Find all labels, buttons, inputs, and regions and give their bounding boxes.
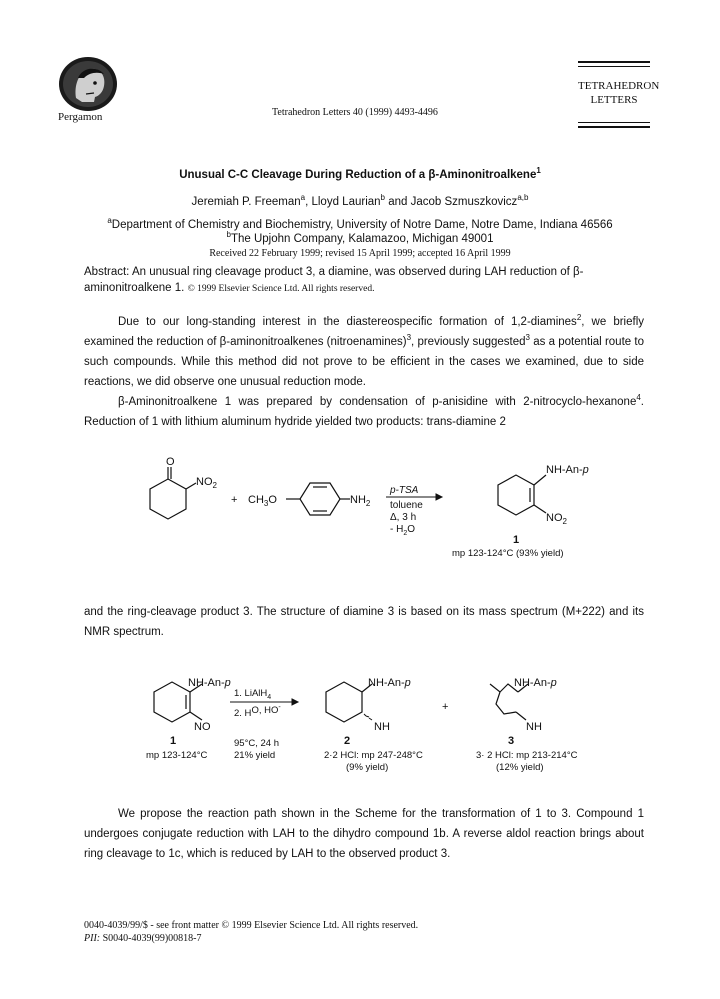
reaction-scheme-2 [84, 672, 644, 782]
melting-point: mp 123-124°C [146, 750, 208, 761]
substituent: NH-An-p [368, 677, 411, 689]
author-name: Jeremiah P. Freeman [191, 196, 301, 208]
plus-sign: + [442, 701, 449, 713]
header-rule-bottom-1 [578, 122, 650, 123]
nitro-group: NO [194, 721, 211, 733]
author-separator: and [385, 196, 411, 208]
ketone-oxygen: O [166, 456, 175, 468]
reference-mark: 2 [576, 313, 582, 323]
affiliation-text: Department of Chemistry and Biochemistry, University of Notre Dame, Notre Dame, Indiana 46566 [111, 219, 613, 231]
affil-mark: b [226, 230, 231, 240]
abstract-text: An unusual ring cleavage product 3, a diamine, was observed during LAH reduction of β-aminonitroalkene 1. [84, 266, 584, 294]
publisher-logo [58, 56, 118, 112]
author-list [0, 193, 720, 208]
reaction-conditions: 95°C, 24 h [234, 738, 279, 749]
article-title-text: Unusual C-C Cleavage During Reduction of a β-Aminonitroalkene [179, 169, 537, 181]
product-2-structure [326, 682, 372, 722]
text-run: , we briefly examined the reduction of β-aminonitroalkenes (nitroenamines) [84, 316, 644, 348]
publisher-name: Pergamon [58, 111, 103, 123]
compound-label: 1 [170, 735, 177, 747]
text-run: as a potential route to such compounds. While this method did not prove to be efficient in the cases we examined, due to side reactions, we did observe one unusual reduction mode. [84, 336, 644, 388]
pii-line [84, 932, 418, 945]
title-footnote-mark: 1 [536, 166, 541, 176]
abstract [84, 264, 644, 297]
author-name: Jacob Szmuszkovicz [410, 196, 518, 208]
journal-citation: Tetrahedron Letters 40 (1999) 4493-4496 [272, 107, 438, 118]
substituent: NH-An-p [514, 677, 557, 689]
melting-point: mp 123-124°C (93% yield) [452, 548, 564, 559]
paragraph: and the ring-cleavage product 3. The structure of diamine 3 is based on its mass spectrum (M+222) and its NMR spectrum. [84, 606, 644, 638]
affil-mark: a [107, 216, 112, 226]
abstract-label: Abstract: [84, 266, 130, 278]
salt-melting-point: 3· 2 HCl: mp 213-214°C [476, 750, 578, 761]
header-rule-top-2 [578, 66, 650, 67]
reaction-scheme-1 [84, 455, 644, 570]
product-3-structure [490, 684, 528, 720]
journal-name-line2: LETTERS [590, 94, 638, 106]
amine-group: NH [526, 721, 542, 733]
product-substituent: NH-An-p [546, 464, 589, 476]
amine-group: $NH_2$ [350, 494, 371, 508]
nitro-group: $NO_2$ [196, 476, 217, 490]
author-affil-mark: b [380, 193, 385, 203]
author-affil-mark: a,b [517, 193, 529, 203]
paragraph: We propose the reaction path shown in the Scheme for the transformation of 1 to 3. Compound 1 undergoes conjugate reduction with LAH to the dihydro compound 1b. A reverse aldol reaction brings about ring cleavage to 1c, which is reduced by LAH to the observed product 3. [84, 808, 644, 860]
salt-melting-point: 2·2 HCl: mp 247-248°C [324, 750, 423, 761]
pii-label: PII: [84, 933, 101, 944]
journal-name-line1: TETRAHEDRON [578, 80, 660, 92]
paragraph [84, 392, 644, 432]
author-separator: , [305, 196, 312, 208]
product-yield: (12% yield) [496, 762, 544, 773]
hashed-wedge-bond [364, 714, 372, 720]
abstract-copyright: © 1999 Elsevier Science Ltd. All rights reserved. [187, 284, 375, 294]
body-text-mechanism [84, 804, 644, 864]
plus-sign: + [231, 494, 238, 506]
body-text-cleavage [84, 602, 644, 642]
reagent-water-loss: - $H_2O$ [390, 524, 416, 537]
reagent-lah: 1. LiAlH$_4$ [234, 688, 272, 701]
text-run: β-Aminonitroalkene 1 was prepared by condensation of p-anisidine with 2-nitrocyclo-hexanone [118, 396, 637, 408]
compound-label: 1 [513, 534, 520, 546]
reference-mark: 3 [406, 333, 412, 343]
copyright-line: 0040-4039/99/$ - see front matter © 1999 Elsevier Science Ltd. All rights reserved. [84, 920, 419, 931]
amine-group: NH [374, 721, 390, 733]
reaction-yield: 21% yield [234, 750, 276, 761]
text-run: . Reduction of 1 with lithium aluminum hydride yielded two products: trans-diamine 2 [84, 396, 644, 428]
reagent-conditions: Δ, 3 h [390, 512, 417, 523]
text-run: Due to our long-standing interest in the diastereospecific formation of 1,2-diamines [118, 316, 577, 328]
header-rule-bottom-2 [578, 126, 650, 128]
reference-mark: 4 [636, 393, 641, 403]
anisidine-ring [286, 483, 350, 515]
reagent-ptsa: p-TSA [390, 485, 419, 496]
article-title [0, 166, 720, 181]
author-name: Lloyd Laurian [311, 196, 381, 208]
product-yield: (9% yield) [346, 762, 389, 773]
pii-value: S0040-4039(99)00818-7 [100, 933, 202, 944]
reagent-workup: 2. HO, HO- [234, 704, 281, 719]
header-rule-top-1 [578, 61, 650, 63]
affiliation-text: The Upjohn Company, Kalamazoo, Michigan 49001 [230, 233, 494, 245]
text-run: , previously suggested [411, 336, 526, 348]
compound-label: 3 [508, 735, 515, 747]
author-affil-mark: a [300, 193, 306, 203]
body-text-intro [84, 312, 644, 432]
page-footer [84, 919, 418, 945]
affiliation-a [0, 216, 720, 231]
nitrocyclohexanone-structure [150, 467, 196, 519]
journal-name [578, 79, 660, 107]
compound-label: 2 [344, 735, 351, 747]
substituent: NH-An-p [188, 677, 231, 689]
received-dates: Received 22 February 1999; revised 15 April 1999; accepted 16 April 1999 [209, 248, 511, 259]
reference-mark: 3 [525, 333, 530, 343]
paragraph [84, 312, 644, 392]
affiliation-b [0, 230, 720, 245]
product-nitro: $NO_2$ [546, 512, 567, 526]
reagent-solvent: toluene [390, 500, 423, 511]
product-1-structure [498, 475, 546, 515]
methoxy-group: $CH_3O$ [248, 494, 277, 508]
